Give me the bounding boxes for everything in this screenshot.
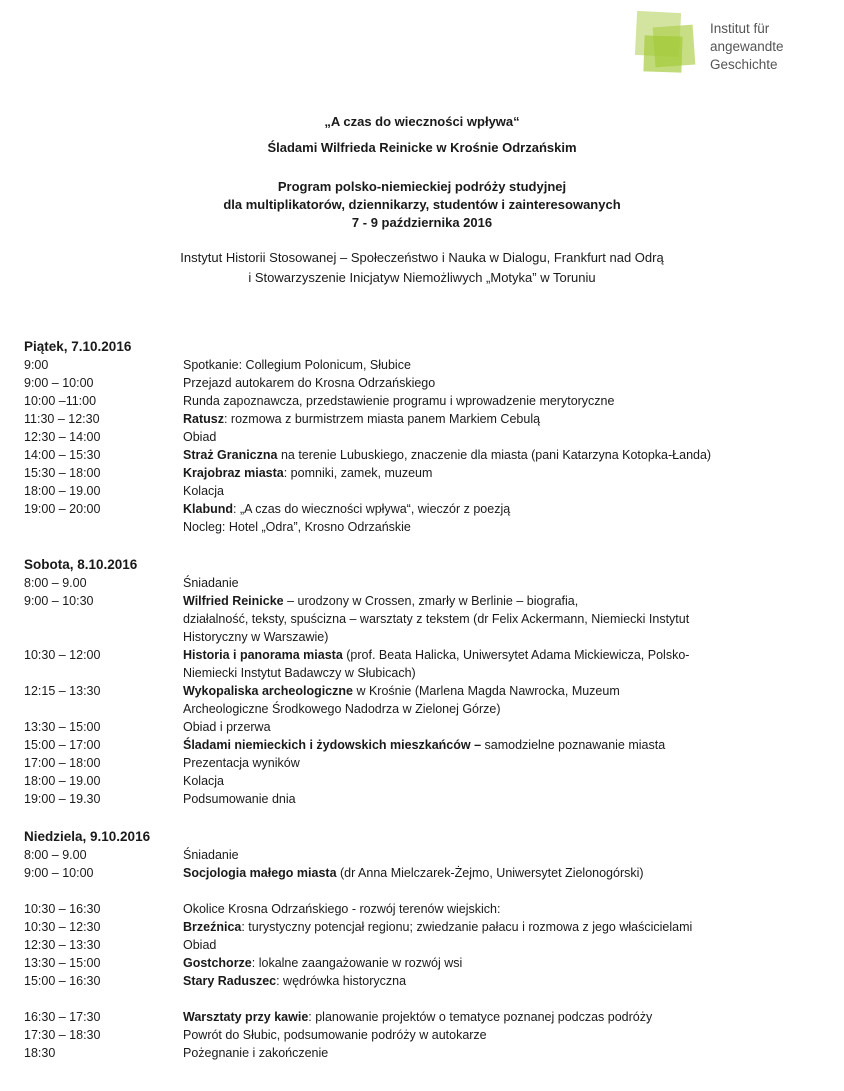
schedule-row — [24, 646, 824, 664]
schedule-text: Archeologiczne Środkowego Nadodrza w Zielonej Górze) — [183, 702, 501, 716]
schedule-description — [183, 374, 743, 392]
schedule-text: Runda zapoznawcza, przedstawienie programu i wprowadzenie merytoryczne — [183, 394, 615, 408]
document-header — [0, 112, 844, 288]
schedule-text: Kolacja — [183, 484, 224, 498]
schedule-text: Śniadanie — [183, 576, 239, 590]
schedule-row — [24, 682, 824, 700]
schedule-row — [24, 900, 824, 918]
schedule-time: 10:30 – 16:30 — [24, 902, 101, 916]
schedule-text: na terenie Lubuskiego, znaczenie dla miasta (pani Katarzyna Kotopka-Łanda) — [277, 448, 712, 462]
schedule-description — [183, 736, 743, 754]
schedule-text: Przejazd autokarem do Krosna Odrzańskiego — [183, 376, 436, 390]
schedule-time — [24, 628, 183, 646]
schedule-description — [183, 500, 743, 518]
schedule-text: Kolacja — [183, 774, 224, 788]
schedule-highlight: Straż Graniczna — [183, 448, 278, 462]
day-title: Sobota, 8.10.2016 — [24, 557, 138, 572]
schedule-time: 16:30 – 17:30 — [24, 1010, 101, 1024]
schedule-time — [24, 664, 183, 682]
schedule-text: Okolice Krosna Odrzańskiego - rozwój terenów wiejskich: — [183, 902, 501, 916]
day-sunday — [24, 828, 824, 1062]
schedule-description — [183, 664, 743, 682]
schedule-row — [24, 972, 824, 990]
schedule-row — [24, 446, 824, 464]
schedule-row — [24, 936, 824, 954]
document-subtitle: Śladami Wilfrieda Reinicke w Krośnie Odrzańskim — [267, 140, 577, 155]
schedule-row — [24, 428, 824, 446]
schedule-description — [183, 1044, 743, 1062]
schedule-row — [24, 482, 824, 500]
schedule-description — [183, 446, 743, 464]
schedule-time: 19:00 – 19.30 — [24, 792, 101, 806]
schedule-description — [183, 646, 743, 664]
schedule-text: w Krośnie (Marlena Magda Nawrocka, Muzeum — [352, 684, 620, 698]
day-saturday — [24, 556, 824, 808]
schedule-text: Podsumowanie dnia — [183, 792, 296, 806]
schedule-time: 8:00 – 9.00 — [24, 848, 87, 862]
institute-logo — [634, 10, 834, 76]
schedule-description — [183, 518, 743, 536]
schedule-time: 13:30 – 15:00 — [24, 720, 101, 734]
schedule-description — [183, 718, 743, 736]
schedule-description — [183, 610, 743, 628]
program-dates: 7 - 9 października 2016 — [351, 215, 493, 230]
schedule-time: 9:00 — [24, 358, 49, 372]
schedule-text: Obiad — [183, 938, 217, 952]
schedule-highlight: Brzeźnica — [183, 920, 242, 934]
schedule-row — [24, 392, 824, 410]
logo-line: Institut für — [710, 21, 770, 36]
schedule-row — [24, 1026, 824, 1044]
schedule-row — [24, 754, 824, 772]
program-line: dla multiplikatorów, dziennikarzy, studentów i zainteresowanych — [223, 197, 621, 212]
schedule-text: – urodzony w Crossen, zmarły w Berlinie – biografia, — [283, 594, 579, 608]
schedule-description — [183, 482, 743, 500]
schedule-time: 12:30 – 14:00 — [24, 430, 101, 444]
spacer — [24, 990, 824, 1008]
logo-line: Geschichte — [710, 57, 778, 72]
schedule-text: Nocleg: Hotel „Odra”, Krosno Odrzańskie — [183, 520, 411, 534]
schedule-highlight: Ratusz — [183, 412, 224, 426]
schedule-row — [24, 464, 824, 482]
schedule-description — [183, 846, 743, 864]
day-title: Niedziela, 9.10.2016 — [24, 829, 151, 844]
schedule-row — [24, 864, 824, 882]
schedule-text: : pomniki, zamek, muzeum — [283, 466, 433, 480]
schedule-time — [24, 518, 183, 536]
schedule-row — [24, 954, 824, 972]
schedule-row — [24, 846, 824, 864]
schedule-row — [24, 1008, 824, 1026]
schedule-row — [24, 736, 824, 754]
schedule-row — [24, 772, 824, 790]
schedule-time: 15:00 – 16:30 — [24, 974, 101, 988]
schedule-text: : rozmowa z burmistrzem miasta panem Markiem Cebulą — [223, 412, 541, 426]
schedule-row — [24, 574, 824, 592]
day-friday — [24, 338, 824, 536]
schedule-description — [183, 864, 743, 882]
program-line: Program polsko-niemieckiej podróży studyjnej — [277, 179, 567, 194]
schedule-time: 9:00 – 10:00 — [24, 376, 94, 390]
schedule-description — [183, 700, 743, 718]
schedule-description — [183, 592, 743, 610]
schedule-time: 15:00 – 17:00 — [24, 738, 101, 752]
schedule-row — [24, 610, 824, 628]
schedule-text: : lokalne zaangażowanie w rozwój wsi — [251, 956, 463, 970]
schedule-description — [183, 574, 743, 592]
schedule-description — [183, 772, 743, 790]
schedule-description — [183, 628, 743, 646]
schedule-description — [183, 972, 743, 990]
schedule-text: Niemiecki Instytut Badawczy w Słubicach) — [183, 666, 416, 680]
schedule-time: 12:30 – 13:30 — [24, 938, 101, 952]
schedule-row — [24, 500, 824, 518]
schedule-row — [24, 1044, 824, 1062]
schedule-text: (dr Anna Mielczarek-Żejmo, Uniwersytet Zielonogórski) — [336, 866, 644, 880]
schedule-description — [183, 464, 743, 482]
schedule-description — [183, 954, 743, 972]
schedule-text: Spotkanie: Collegium Polonicum, Słubice — [183, 358, 411, 372]
schedule-highlight: Stary Raduszec — [183, 974, 277, 988]
schedule-highlight: Socjologia małego miasta — [183, 866, 337, 880]
schedule-description — [183, 1026, 743, 1044]
schedule-time — [24, 700, 183, 718]
schedule-row — [24, 664, 824, 682]
document-title: „A czas do wieczności wpływa“ — [324, 114, 520, 129]
organizer-line: i Stowarzyszenie Inicjatyw Niemożliwych „Motyka” w Toruniu — [248, 270, 596, 285]
schedule-text: Śniadanie — [183, 848, 239, 862]
schedule-row — [24, 518, 824, 536]
schedule-text: Pożegnanie i zakończenie — [183, 1046, 329, 1060]
schedule-row — [24, 918, 824, 936]
schedule-description — [183, 918, 743, 936]
schedule-row — [24, 356, 824, 374]
schedule-time: 9:00 – 10:30 — [24, 594, 94, 608]
schedule-highlight: Wykopaliska archeologiczne — [183, 684, 353, 698]
schedule-text: : wędrówka historyczna — [276, 974, 407, 988]
schedule-row — [24, 410, 824, 428]
schedule-description — [183, 790, 743, 808]
schedule-description — [183, 682, 743, 700]
logo-text — [710, 20, 784, 74]
schedule-description — [183, 936, 743, 954]
schedule-text: Obiad — [183, 430, 217, 444]
schedule-description — [183, 754, 743, 772]
schedule-time: 10:30 – 12:00 — [24, 648, 101, 662]
schedule-description — [183, 900, 743, 918]
schedule-row — [24, 718, 824, 736]
schedule-time: 18:00 – 19.00 — [24, 484, 101, 498]
schedule-time: 9:00 – 10:00 — [24, 866, 94, 880]
schedule-text: samodzielne poznawanie miasta — [481, 738, 666, 752]
schedule-time: 13:30 – 15:00 — [24, 956, 101, 970]
schedule-time: 10:30 – 12:30 — [24, 920, 101, 934]
schedule-highlight: Klabund — [183, 502, 233, 516]
schedule-row — [24, 628, 824, 646]
schedule-text: Obiad i przerwa — [183, 720, 271, 734]
organizer-line: Instytut Historii Stosowanej – Społeczeństwo i Nauka w Dialogu, Frankfurt nad Odrą — [180, 250, 664, 265]
schedule-highlight: Krajobraz miasta — [183, 466, 284, 480]
schedule-time: 11:30 – 12:30 — [24, 412, 100, 426]
logo-line: angewandte — [710, 39, 784, 54]
schedule-time: 15:30 – 18:00 — [24, 466, 101, 480]
schedule-description — [183, 428, 743, 446]
schedule-row — [24, 592, 824, 610]
schedule-highlight: Gostchorze — [183, 956, 252, 970]
schedule-description — [183, 410, 743, 428]
schedule-text: Historyczny w Warszawie) — [183, 630, 329, 644]
schedule-text: Powrót do Słubic, podsumowanie podróży w autokarze — [183, 1028, 487, 1042]
schedule-row — [24, 374, 824, 392]
schedule-text: Prezentacja wyników — [183, 756, 300, 770]
schedule-time: 8:00 – 9.00 — [24, 576, 87, 590]
schedule-time: 18:00 – 19.00 — [24, 774, 101, 788]
schedule-highlight: Śladami niemieckich i żydowskich mieszkańców – — [183, 738, 482, 752]
schedule-description — [183, 392, 743, 410]
schedule-text: : planowanie projektów o tematyce poznanej podczas podróży — [308, 1010, 653, 1024]
schedule-description — [183, 356, 743, 374]
schedule-text: : turystyczny potencjał regionu; zwiedzanie pałacu i rozmowa z jego właścicielami — [241, 920, 693, 934]
schedule-text: : „A czas do wieczności wpływa“, wieczór z poezją — [233, 502, 511, 516]
spacer — [24, 882, 824, 900]
schedule-description — [183, 1008, 743, 1026]
day-title: Piątek, 7.10.2016 — [24, 339, 132, 354]
schedule-time: 19:00 – 20:00 — [24, 502, 101, 516]
schedule-time — [24, 610, 183, 628]
schedule-highlight: Warsztaty przy kawie — [183, 1010, 309, 1024]
schedule-text: działalność, teksty, spuścizna – warsztaty z tekstem (dr Felix Ackermann, Niemiecki Instytut — [183, 612, 690, 626]
schedule-highlight: Wilfried Reinicke — [183, 594, 284, 608]
schedule-time: 17:30 – 18:30 — [24, 1028, 101, 1042]
schedule-time: 18:30 — [24, 1046, 56, 1060]
schedule-text: (prof. Beata Halicka, Uniwersytet Adama Mickiewicza, Polsko- — [342, 648, 690, 662]
schedule-highlight: Historia i panorama miasta — [183, 648, 343, 662]
schedule-time: 17:00 – 18:00 — [24, 756, 101, 770]
logo-squares-icon — [634, 10, 696, 74]
schedule-time: 12:15 – 13:30 — [24, 684, 101, 698]
schedule-time: 14:00 – 15:30 — [24, 448, 101, 462]
schedule-time: 10:00 –11:00 — [24, 394, 97, 408]
schedule-row — [24, 700, 824, 718]
schedule-row — [24, 790, 824, 808]
